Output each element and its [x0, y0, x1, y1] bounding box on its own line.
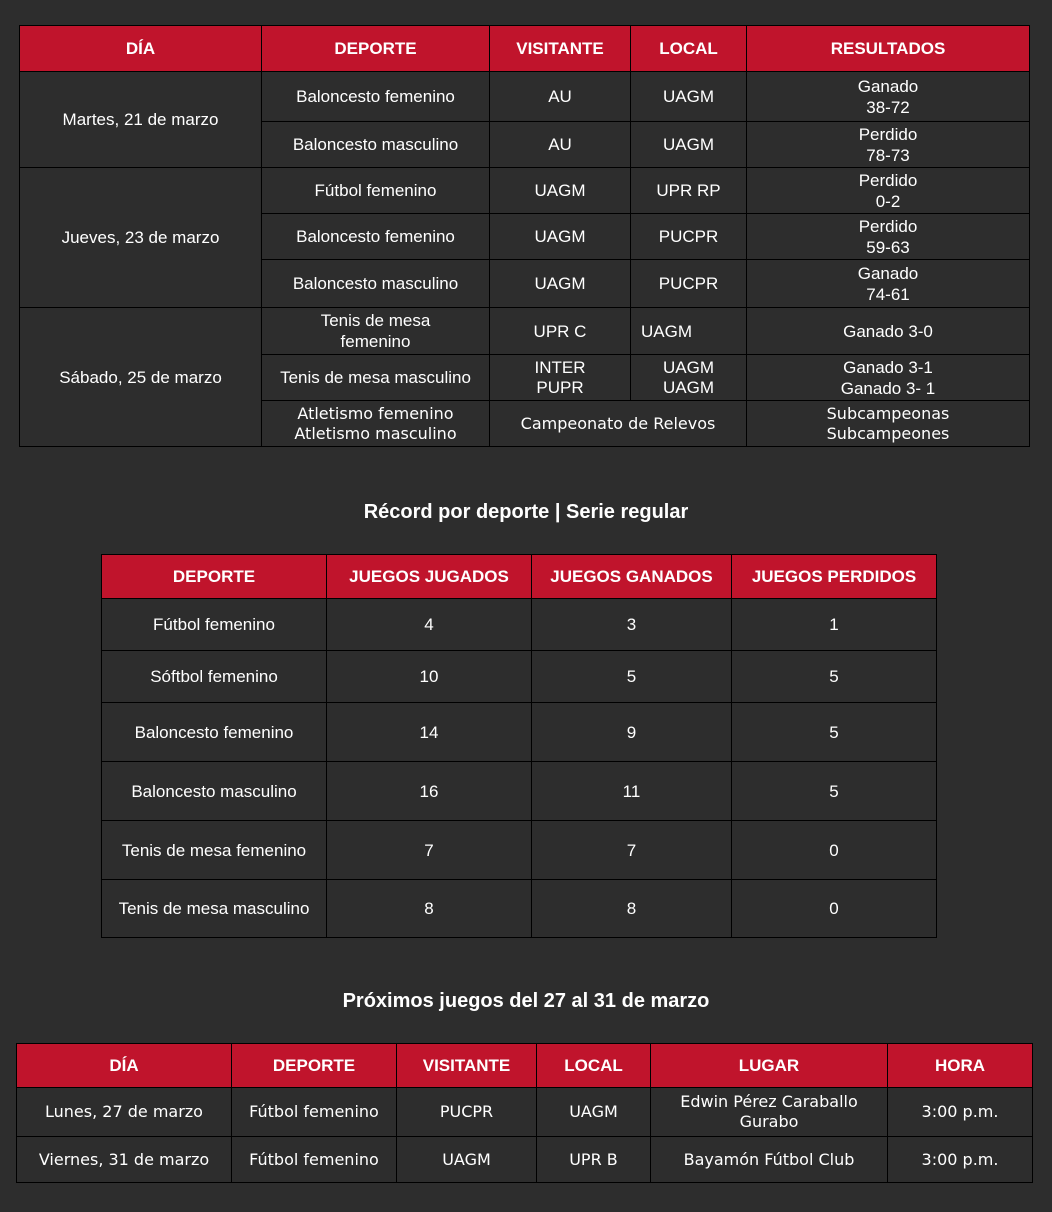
time-cell: 3:00 p.m.	[888, 1137, 1033, 1183]
result-score: 0-2	[875, 191, 901, 211]
results-header-row	[20, 26, 1030, 72]
results-table	[19, 25, 1030, 447]
result-line: Subcampeonas	[826, 403, 950, 423]
place-line: Gurabo	[739, 1112, 799, 1131]
result-status: Perdido	[858, 170, 918, 190]
result-status: Ganado	[857, 263, 919, 283]
sport-cell: Baloncesto femenino	[262, 72, 490, 122]
table-row	[102, 762, 937, 821]
results-header-results: RESULTADOS	[747, 26, 1030, 72]
sport-cell: Baloncesto masculino	[262, 122, 490, 168]
played-cell: 4	[327, 599, 532, 651]
sport-cell: Baloncesto masculino	[102, 762, 327, 821]
sport-line: femenino	[340, 332, 411, 351]
sport-line: Tenis de mesa	[320, 311, 431, 330]
result-status: Perdido	[858, 216, 918, 236]
local-line: UAGM	[663, 377, 714, 397]
table-row	[102, 599, 937, 651]
result-cell	[747, 260, 1030, 308]
result-line: Ganado 3- 1	[840, 378, 936, 398]
sport-cell: Fútbol femenino	[262, 168, 490, 214]
result-status: Ganado	[857, 76, 919, 96]
table-row	[20, 168, 1030, 214]
sport-line: Atletismo masculino	[294, 423, 457, 443]
local-cell: UAGM	[631, 122, 747, 168]
local-cell: UAGM	[631, 72, 747, 122]
lost-cell: 5	[732, 762, 937, 821]
result-cell	[747, 401, 1030, 447]
visitor-cell: UAGM	[490, 214, 631, 260]
record-header-played: JUEGOS JUGADOS	[327, 555, 532, 599]
visitor-cell	[490, 355, 631, 401]
record-header-sport: DEPORTE	[102, 555, 327, 599]
results-header-day: DÍA	[20, 26, 262, 72]
table-row	[17, 1137, 1033, 1183]
played-cell: 10	[327, 651, 532, 703]
local-cell: UPR RP	[631, 168, 747, 214]
sport-cell	[262, 308, 490, 355]
upcoming-header-sport: DEPORTE	[232, 1044, 397, 1088]
time-cell: 3:00 p.m.	[888, 1088, 1033, 1137]
result-cell: Ganado 3-0	[747, 308, 1030, 355]
played-cell: 16	[327, 762, 532, 821]
result-score: 59-63	[866, 237, 910, 257]
sport-line: Atletismo femenino	[297, 403, 454, 423]
won-cell: 9	[532, 703, 732, 762]
result-cell	[747, 214, 1030, 260]
lost-cell: 1	[732, 599, 937, 651]
record-header-won: JUEGOS GANADOS	[532, 555, 732, 599]
day-cell: Martes, 21 de marzo	[20, 72, 262, 168]
table-row	[20, 308, 1030, 355]
sport-cell: Sóftbol femenino	[102, 651, 327, 703]
won-cell: 8	[532, 880, 732, 938]
table-row	[102, 651, 937, 703]
record-title: Récord por deporte | Serie regular	[363, 501, 689, 523]
event-cell: Campeonato de Relevos	[490, 401, 747, 447]
local-cell: PUCPR	[631, 260, 747, 308]
record-header-lost: JUEGOS PERDIDOS	[732, 555, 937, 599]
lost-cell: 5	[732, 651, 937, 703]
result-line: Ganado 3-1	[843, 357, 933, 377]
upcoming-header-time: HORA	[888, 1044, 1033, 1088]
upcoming-header-day: DÍA	[17, 1044, 232, 1088]
result-line: Subcampeones	[826, 423, 950, 443]
lost-cell: 0	[732, 880, 937, 938]
visitor-cell: PUCPR	[397, 1088, 537, 1137]
visitor-line: INTER	[534, 357, 586, 377]
upcoming-table	[16, 1043, 1033, 1183]
day-cell: Lunes, 27 de marzo	[17, 1088, 232, 1137]
result-score: 74-61	[866, 284, 910, 304]
visitor-cell: UAGM	[490, 168, 631, 214]
result-cell	[747, 355, 1030, 401]
sport-cell	[262, 401, 490, 447]
day-cell: Viernes, 31 de marzo	[17, 1137, 232, 1183]
sport-cell: Tenis de mesa masculino	[102, 880, 327, 938]
upcoming-header-row	[17, 1044, 1033, 1088]
sport-cell: Tenis de mesa femenino	[102, 821, 327, 880]
visitor-cell: UAGM	[397, 1137, 537, 1183]
visitor-cell: UAGM	[490, 260, 631, 308]
local-cell	[631, 355, 747, 401]
table-row	[102, 821, 937, 880]
local-cell: UAGM	[537, 1088, 651, 1137]
record-table	[101, 554, 937, 938]
local-line: UAGM	[663, 357, 714, 377]
local-cell: UPR B	[537, 1137, 651, 1183]
played-cell: 14	[327, 703, 532, 762]
sport-cell: Fútbol femenino	[232, 1137, 397, 1183]
table-row	[102, 880, 937, 938]
lost-cell: 0	[732, 821, 937, 880]
visitor-cell: AU	[490, 122, 631, 168]
sport-cell: Fútbol femenino	[102, 599, 327, 651]
local-cell: PUCPR	[631, 214, 747, 260]
table-row	[102, 703, 937, 762]
played-cell: 7	[327, 821, 532, 880]
lost-cell: 5	[732, 703, 937, 762]
local-cell: UAGM	[631, 308, 747, 355]
results-header-visitor: VISITANTE	[490, 26, 631, 72]
played-cell: 8	[327, 880, 532, 938]
sport-cell: Fútbol femenino	[232, 1088, 397, 1137]
place-line: Edwin Pérez Caraballo	[680, 1092, 858, 1111]
visitor-cell: AU	[490, 72, 631, 122]
results-header-sport: DEPORTE	[262, 26, 490, 72]
visitor-line: PUPR	[536, 377, 584, 397]
result-score: 78-73	[866, 145, 910, 165]
visitor-cell: UPR C	[490, 308, 631, 355]
won-cell: 3	[532, 599, 732, 651]
upcoming-title: Próximos juegos del 27 al 31 de marzo	[342, 990, 710, 1012]
results-header-local: LOCAL	[631, 26, 747, 72]
day-cell: Sábado, 25 de marzo	[20, 308, 262, 447]
upcoming-header-place: LUGAR	[651, 1044, 888, 1088]
place-cell	[651, 1088, 888, 1137]
won-cell: 11	[532, 762, 732, 821]
record-header-row	[102, 555, 937, 599]
sport-cell: Tenis de mesa masculino	[262, 355, 490, 401]
won-cell: 7	[532, 821, 732, 880]
table-row	[17, 1088, 1033, 1137]
place-cell: Bayamón Fútbol Club	[651, 1137, 888, 1183]
result-cell	[747, 168, 1030, 214]
upcoming-header-visitor: VISITANTE	[397, 1044, 537, 1088]
table-row	[20, 72, 1030, 122]
sport-cell: Baloncesto femenino	[102, 703, 327, 762]
result-cell	[747, 72, 1030, 122]
result-score: 38-72	[866, 97, 910, 117]
result-status: Perdido	[858, 124, 918, 144]
result-cell	[747, 122, 1030, 168]
won-cell: 5	[532, 651, 732, 703]
upcoming-header-local: LOCAL	[537, 1044, 651, 1088]
sport-cell: Baloncesto femenino	[262, 214, 490, 260]
sport-cell: Baloncesto masculino	[262, 260, 490, 308]
day-cell: Jueves, 23 de marzo	[20, 168, 262, 308]
